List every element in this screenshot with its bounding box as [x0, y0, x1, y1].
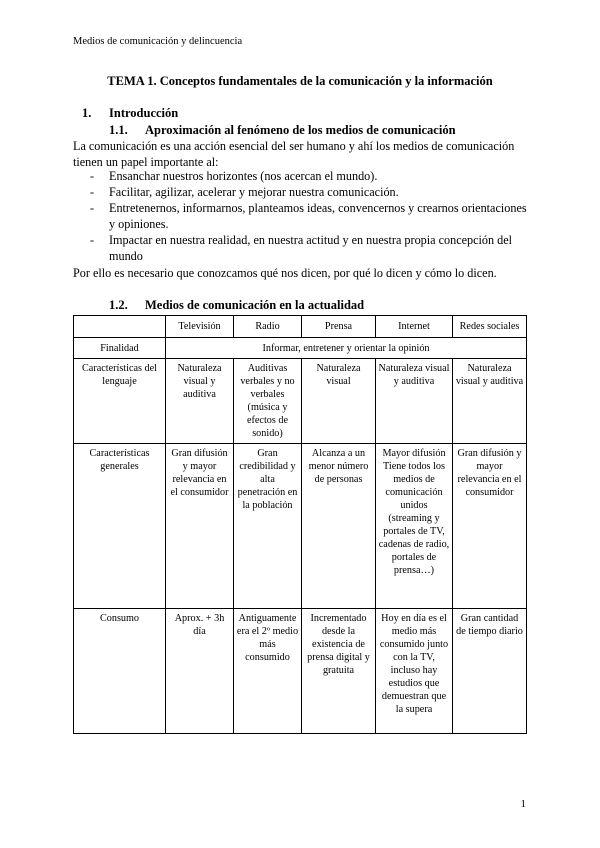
row-label-cell: Características generales [74, 444, 166, 609]
row-label-cell: Finalidad [74, 338, 166, 359]
table-header-cell: Redes sociales [453, 316, 527, 338]
section-label: Medios de comunicación en la actualidad [145, 298, 365, 312]
table-cell: Mayor difusión Tiene todos los medios de comunicación unidos (streaming y portales de TV, cadenas de radio, portales de prensa…) [376, 444, 453, 609]
table-cell: Gran cantidad de tiempo diario [453, 609, 527, 734]
table-cell: Antiguamente era el 2º medio más consumido [234, 609, 302, 734]
conclusion-paragraph: Por ello es necesario que conozcamos qué nos dicen, por qué lo dicen y cómo lo dicen. [73, 266, 497, 280]
table-cell: Naturaleza visual y auditiva [453, 359, 527, 444]
section-number: 1.2. [109, 298, 128, 312]
table-header-row [74, 316, 527, 338]
bullet-list [73, 168, 528, 264]
table-header-cell: Radio [234, 316, 302, 338]
section-label: Aproximación al fenómeno de los medios de comunicación [145, 123, 456, 137]
table-cell: Gran difusión y mayor relevancia en el consumidor [166, 444, 234, 609]
section-heading-1-2 [109, 298, 364, 313]
table-cell: Naturaleza visual y auditiva [376, 359, 453, 444]
row-label-cell: Características del lenguaje [74, 359, 166, 444]
list-item: - Facilitar, agilizar, acelerar y mejorar nuestra comunicación. [73, 184, 528, 200]
table-cell: Gran credibilidad y alta penetración en la población [234, 444, 302, 609]
table-cell: Informar, entretener y orientar la opinión [166, 338, 527, 359]
table-header-cell: Internet [376, 316, 453, 338]
intro-paragraph: La comunicación es una acción esencial del ser humano y ahí los medios de comunicación tienen un papel importante al: [73, 139, 515, 169]
running-header: Medios de comunicación y delincuencia [73, 36, 243, 47]
table-row [74, 338, 527, 359]
table-cell: Auditivas verbales y no verbales (música y efectos de sonido) [234, 359, 302, 444]
list-item: - Entretenernos, informarnos, planteamos ideas, convencernos y crearnos orientaciones y opiniones. [73, 200, 528, 232]
table-cell: Aprox. + 3h día [166, 609, 234, 734]
section-heading-1-1 [109, 123, 456, 138]
table-row [74, 609, 527, 734]
table-cell: Naturaleza visual [302, 359, 376, 444]
table-row [74, 444, 527, 609]
table-header-cell: Televisión [166, 316, 234, 338]
section-label: Introducción [109, 106, 179, 120]
list-item: - Impactar en nuestra realidad, en nuestra actitud y en nuestra propia concepción del mundo [73, 232, 528, 264]
section-number: 1. [82, 106, 92, 120]
section-heading-1 [82, 106, 178, 121]
table-header-cell [74, 316, 166, 338]
table-cell: Naturaleza visual y auditiva [166, 359, 234, 444]
page-number: 1 [520, 798, 526, 810]
table-cell: Gran difusión y mayor relevancia en el consumidor [453, 444, 527, 609]
table-cell: Hoy en día es el medio más consumido junto con la TV, incluso hay estudios que demuestran que la supera [376, 609, 453, 734]
table-cell: Alcanza a un menor número de personas [302, 444, 376, 609]
table-cell: Incrementado desde la existencia de prensa digital y gratuita [302, 609, 376, 734]
table-header-cell: Prensa [302, 316, 376, 338]
page-title: TEMA 1. Conceptos fundamentales de la comunicación y la información [107, 74, 493, 88]
row-label-cell: Consumo [74, 609, 166, 734]
list-item: - Ensanchar nuestros horizontes (nos acercan el mundo). [73, 168, 528, 184]
section-number: 1.1. [109, 123, 128, 137]
table-row [74, 359, 527, 444]
media-comparison-table [73, 315, 527, 734]
